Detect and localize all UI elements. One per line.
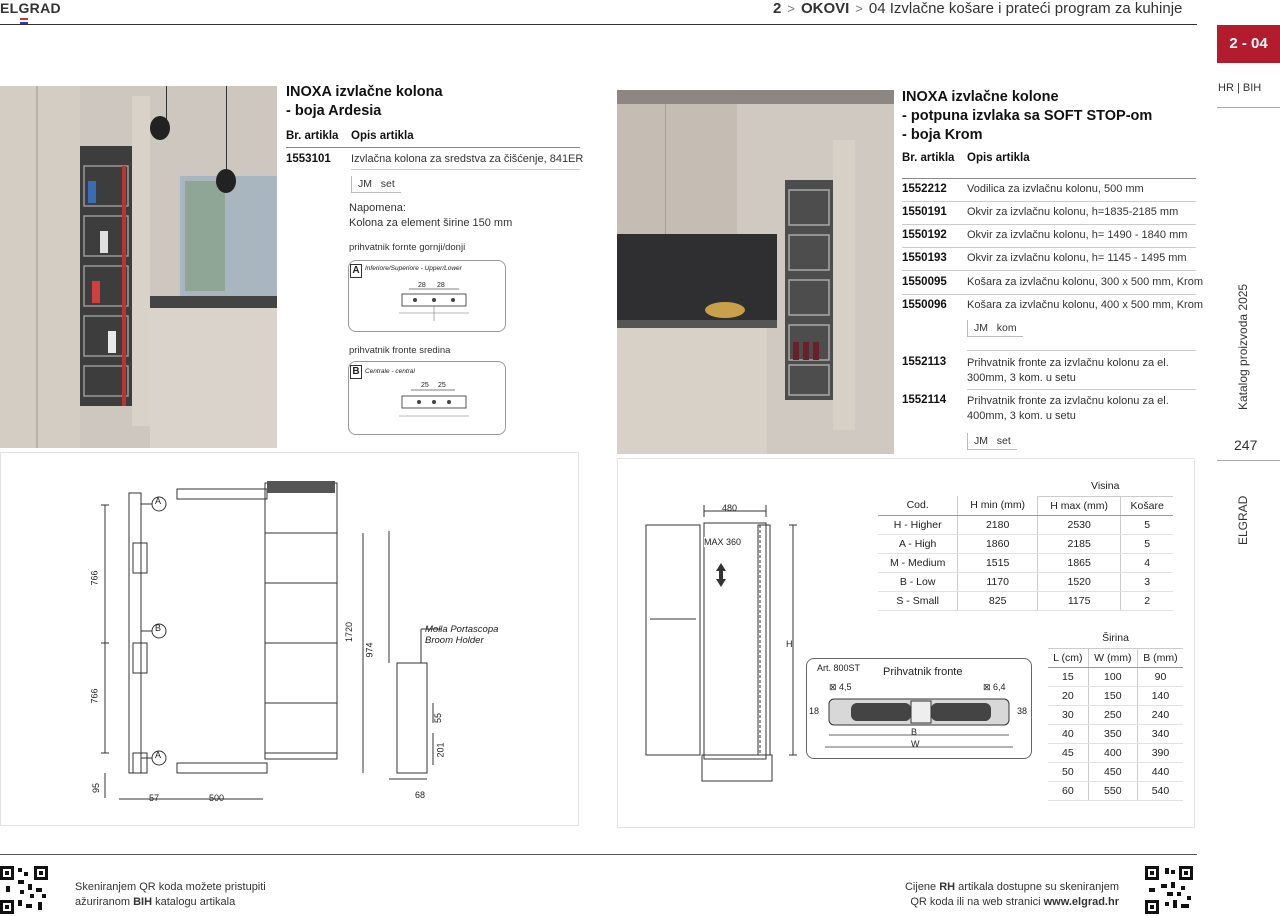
table-cell: 400	[1088, 743, 1137, 762]
unit-value: kom	[996, 322, 1017, 334]
holder1-label: prihvatnik fornte gornji/donji	[349, 242, 466, 253]
breadcrumb-okovi[interactable]: OKOVI	[800, 0, 850, 17]
article-code: 1550192	[902, 229, 947, 241]
footer-text: ažuriranom	[75, 896, 134, 908]
footer-bold: BIH	[133, 896, 153, 908]
col-header: L (cm)	[1048, 648, 1088, 667]
footer-line	[860, 895, 1119, 910]
breadcrumb-current: Izvlačne košare i prateći program za kuhinje	[889, 0, 1183, 17]
desc-line: 300mm, 3 kom. u setu	[967, 372, 1076, 384]
marker-a-bottom: A	[155, 750, 162, 760]
section-tab[interactable]: 2 - 04	[1217, 25, 1280, 63]
table-row	[878, 572, 1183, 591]
breadcrumb-num-1[interactable]: 2	[773, 0, 782, 17]
qr-code-icon[interactable]	[0, 866, 48, 914]
sidebar-divider	[1217, 107, 1280, 108]
dim-38: 38	[1017, 706, 1028, 716]
col-header-code: Br. artikla	[286, 130, 339, 142]
table-cell: 5	[1121, 515, 1173, 534]
article-code: 1552212	[902, 183, 947, 195]
dim-h: H	[786, 639, 793, 649]
table-cell: 45	[1048, 743, 1088, 762]
table-cell: 5	[1121, 534, 1173, 553]
table-cell: 1860	[958, 534, 1038, 553]
footer-text: katalogu artikala	[152, 896, 236, 908]
dim-w: W	[911, 739, 920, 749]
table-cell: 440	[1137, 762, 1183, 781]
table-cell: 140	[1137, 686, 1183, 705]
table-row	[1048, 762, 1183, 781]
language-label: HR | BIH	[1218, 82, 1262, 94]
table-row	[878, 534, 1183, 553]
holder-a-dim: 28	[418, 282, 426, 289]
footer-text: QR koda ili na web stranici	[910, 896, 1044, 908]
dim-1720: 1720	[344, 621, 355, 643]
title-line: - potpuna izvlaka sa SOFT STOP-om	[902, 108, 1153, 124]
art-label: Art. 800ST	[817, 663, 861, 673]
left-product-title	[286, 83, 443, 121]
table-divider	[286, 147, 580, 148]
footer-text: artikala dostupne su skeniranjem	[955, 881, 1119, 893]
dim-57: 57	[149, 793, 160, 803]
dim-766-top: 766	[89, 570, 100, 586]
table-cell: 100	[1088, 667, 1137, 686]
width-group-header: Širina	[1048, 629, 1183, 648]
table-row	[1048, 724, 1183, 743]
table-cell: 250	[1088, 705, 1137, 724]
article-desc: Košara za izvlačnu kolonu, 300 x 500 mm, Krom	[967, 276, 1204, 288]
table-cell: 20	[1048, 686, 1088, 705]
table-row	[878, 515, 1183, 534]
holder-b-diagram	[348, 361, 506, 435]
table-cell: 150	[1088, 686, 1137, 705]
footer-bold: RH	[939, 881, 956, 893]
table-cell: 450	[1088, 762, 1137, 781]
table-row	[1048, 667, 1183, 686]
table-row	[1048, 743, 1183, 762]
footer-divider	[0, 854, 1197, 855]
holder-a-caption: Inferiore/Superiore - Upper/Lower	[365, 265, 462, 272]
table-cell: 2	[1121, 591, 1173, 610]
col-header-code: Br. artikla	[902, 152, 955, 164]
kitchen-illustration	[0, 86, 277, 448]
table-cell: 90	[1137, 667, 1183, 686]
height-group-header: Visina	[1038, 477, 1173, 496]
website-link[interactable]: www.elgrad.hr	[1043, 896, 1119, 908]
col-header: W (mm)	[1088, 648, 1137, 667]
article-desc: Košara za izvlačnu kolonu, 400 x 500 mm, Krom	[967, 299, 1204, 311]
article-desc: Okvir za izvlačnu kolonu, h= 1490 - 1840 mm	[967, 229, 1188, 241]
dim-766-bottom: 766	[89, 688, 100, 704]
row-divider	[967, 389, 1196, 390]
dim-55: 55	[433, 712, 444, 724]
kitchen-illustration	[617, 90, 894, 454]
table-cell: 15	[1048, 667, 1088, 686]
product-photo-ardesia	[0, 86, 277, 448]
holder-b-caption: Centrale - central	[365, 368, 415, 375]
breadcrumb-num-2[interactable]: 04	[868, 0, 886, 17]
table-row	[878, 591, 1183, 610]
footer-line: Skeniranjem QR koda možete pristupiti	[75, 881, 266, 893]
row-divider	[967, 350, 1196, 351]
catalog-label: Katalog proizvoda 2025	[1236, 283, 1250, 410]
dim-4-5: ⊠ 4,5	[829, 682, 852, 692]
unit-box	[967, 320, 1023, 337]
article-desc: Izvlačna kolona za sredstva za čišćenje, 841ER	[351, 153, 584, 165]
table-cell: H - Higher	[878, 515, 958, 534]
article-code: 1550191	[902, 206, 947, 218]
note-label: Napomena:	[349, 202, 406, 214]
page-number: 247	[1234, 437, 1258, 453]
header-divider	[0, 24, 1197, 25]
unit-value: set	[380, 178, 395, 190]
breadcrumb	[773, 0, 1182, 17]
frame-drawing	[618, 459, 818, 789]
article-code: 1550193	[902, 252, 947, 264]
dim-68: 68	[415, 790, 426, 800]
table-cell: 340	[1137, 724, 1183, 743]
table-cell: 550	[1088, 781, 1137, 800]
table-cell: 40	[1048, 724, 1088, 743]
width-table	[1048, 629, 1183, 801]
dim-18: 18	[809, 706, 820, 716]
chevron-right-icon: >	[787, 1, 795, 16]
right-product-title	[902, 88, 1152, 145]
table-cell: 60	[1048, 781, 1088, 800]
holder-label: Prihvatnik fronte	[883, 666, 963, 678]
front-holder-diagram	[806, 658, 1032, 759]
holder-a-diagram	[348, 260, 506, 332]
dim-480: 480	[722, 503, 738, 513]
article-desc: Okvir za izvlačnu kolonu, h= 1145 - 1495 mm	[967, 252, 1187, 264]
article-desc	[967, 356, 1169, 386]
footer-left-text	[75, 880, 266, 910]
table-cell: 3	[1121, 572, 1173, 591]
sidebar-brand: ELGRAD	[1236, 495, 1250, 545]
table-cell: 2530	[1038, 515, 1121, 534]
table-cell: 540	[1137, 781, 1183, 800]
broom-holder-it: Molla Portascopa	[425, 624, 499, 635]
dim-b: B	[911, 727, 918, 737]
marker-a-top: A	[155, 496, 162, 506]
article-desc	[967, 394, 1169, 424]
row-divider	[902, 270, 1196, 271]
sidebar-divider	[1217, 460, 1280, 461]
dim-201: 201	[435, 742, 446, 758]
holder-a-dim: 28	[437, 282, 445, 289]
table-cell: 1175	[1038, 591, 1121, 610]
table-cell: 1520	[1038, 572, 1121, 591]
table-cell: 350	[1088, 724, 1137, 743]
col-header-desc: Opis artikla	[351, 130, 414, 142]
article-code: 1553101	[286, 153, 331, 165]
holder-sketch	[821, 693, 1021, 753]
article-desc: Okvir za izvlačnu kolonu, h=1835-2185 mm	[967, 206, 1179, 218]
footer-right-text	[860, 880, 1119, 910]
row-divider	[902, 224, 1196, 225]
holder-b-letter: B	[350, 365, 362, 379]
unit-box	[967, 433, 1017, 450]
table-cell: 1515	[958, 553, 1038, 572]
dim-95: 95	[91, 782, 102, 794]
holder2-label: prihvatnik fronte sredina	[349, 345, 451, 356]
unit-label: JM	[358, 178, 372, 190]
row-divider	[351, 169, 580, 170]
col-header-desc: Opis artikla	[967, 152, 1030, 164]
table-cell: M - Medium	[878, 553, 958, 572]
table-cell: 825	[958, 591, 1038, 610]
unit-label: JM	[974, 322, 988, 334]
product-photo-krom	[617, 90, 894, 454]
article-code: 1552113	[902, 356, 947, 368]
broom-holder-label	[425, 624, 498, 646]
dim-500: 500	[209, 793, 225, 803]
table-cell: 240	[1137, 705, 1183, 724]
table-cell: 30	[1048, 705, 1088, 724]
note-text: Kolona za element širine 150 mm	[349, 217, 513, 229]
footer-text: Cijene	[904, 881, 940, 893]
article-code: 1552114	[902, 394, 947, 406]
article-desc: Vodilica za izvlačnu kolonu, 500 mm	[967, 183, 1144, 195]
row-divider	[902, 247, 1196, 248]
desc-line: Prihvatnik fronte za izvlačnu kolonu za el.	[967, 395, 1169, 407]
unit-value: set	[996, 435, 1011, 447]
unit-label: JM	[974, 435, 988, 447]
desc-line: 400mm, 3 kom. u setu	[967, 410, 1076, 422]
table-divider	[902, 178, 1196, 179]
table-row	[878, 553, 1183, 572]
row-divider	[902, 294, 1196, 295]
table-cell: 1170	[958, 572, 1038, 591]
chevron-right-icon: >	[855, 1, 863, 16]
table-cell: S - Small	[878, 591, 958, 610]
col-header: B (mm)	[1137, 648, 1183, 667]
title-line: - boja Ardesia	[286, 103, 382, 119]
holder-a-letter: A	[350, 264, 362, 278]
max-360-label: MAX 360	[704, 537, 742, 547]
table-cell: 2180	[958, 515, 1038, 534]
footer-line	[75, 895, 266, 910]
table-row	[1048, 705, 1183, 724]
row-divider	[902, 201, 1196, 202]
table-row	[1048, 686, 1183, 705]
left-technical-drawing	[0, 452, 579, 826]
unit-box	[351, 176, 401, 193]
dim-6-4: ⊠ 6,4	[983, 682, 1006, 692]
table-cell: 50	[1048, 762, 1088, 781]
broom-holder-en: Broom Holder	[425, 635, 484, 646]
table-cell: 4	[1121, 553, 1173, 572]
right-technical-drawing	[617, 458, 1195, 828]
height-table	[878, 477, 1183, 611]
holder-b-dim: 25	[438, 382, 446, 389]
brand-logo: ELGRAD	[0, 0, 61, 16]
col-header: H min (mm)	[958, 496, 1038, 515]
article-code: 1550095	[902, 276, 947, 288]
table-cell: A - High	[878, 534, 958, 553]
col-header: H max (mm)	[1038, 496, 1121, 515]
title-line: - boja Krom	[902, 127, 983, 143]
desc-line: Prihvatnik fronte za izvlačnu kolonu za el.	[967, 357, 1169, 369]
col-header: Cod.	[878, 496, 958, 515]
title-line: INOXA izvlačne kolona	[286, 84, 443, 100]
marker-b: B	[155, 623, 162, 633]
col-header: Košare	[1121, 496, 1173, 515]
table-cell: 1865	[1038, 553, 1121, 572]
note	[349, 201, 512, 231]
article-code: 1550096	[902, 299, 947, 311]
title-line: INOXA izvlačne kolone	[902, 89, 1059, 105]
table-cell: 390	[1137, 743, 1183, 762]
table-row	[1048, 781, 1183, 800]
table-cell: 2185	[1038, 534, 1121, 553]
footer-line	[860, 880, 1119, 895]
holder-b-dim: 25	[421, 382, 429, 389]
table-group-spacer	[878, 477, 1038, 496]
qr-code-icon[interactable]	[1145, 866, 1193, 914]
dim-974: 974	[364, 642, 375, 658]
table-cell: B - Low	[878, 572, 958, 591]
